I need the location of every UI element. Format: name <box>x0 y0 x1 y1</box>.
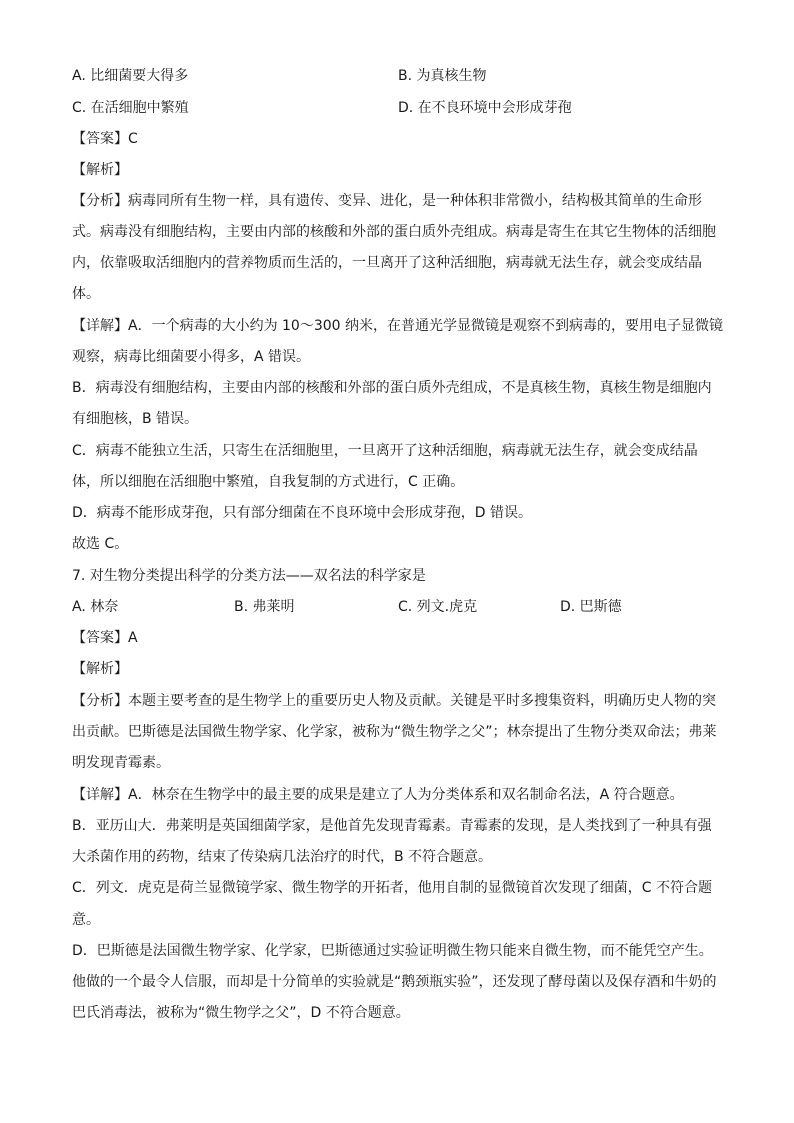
q6-option-b: B. 为真核生物 <box>398 68 487 84</box>
q7-analysis-line: 出贡献。巴斯德是法国微生物学家、化学家，被称为“微生物学之父”；林奈提出了生物分类双命法；弗莱 <box>72 724 717 740</box>
q6-detail-line: 【详解】A．一个病毒的大小约为 10～300 纳米，在普通光学显微镜是观察不到病毒的，要用电子显微镜 <box>72 318 724 334</box>
q6-analysis-line: 式。病毒没有细胞结构，主要由内部的核酸和外部的蛋白质外壳组成。病毒是寄生在其它生物体的活细胞 <box>72 224 716 240</box>
q7-option-c: C. 列文.虎克 <box>398 599 478 615</box>
q7-detail-line: 巴氏消毒法，被称为“微生物学之父”，D 不符合题意。 <box>72 1005 410 1021</box>
q7-option-a: A. 林奈 <box>72 599 119 615</box>
q7-detail-line: 他做的一个最令人信服，而却是十分简单的实验就是“鹅颈瓶实验”，还发现了酵母菌以及保存酒和牛奶的 <box>72 974 717 990</box>
q7-option-b: B. 弗莱明 <box>234 599 295 615</box>
q7-analysis-line: 【分析】本题主要考查的是生物学上的重要历史人物及贡献。关键是平时多搜集资料，明确历史人物的突 <box>72 693 716 709</box>
q6-option-c: C. 在活细胞中繁殖 <box>72 100 189 116</box>
q6-analysis-line: 体。 <box>72 286 100 302</box>
q7-detail-line: 大杀菌作用的药物，结束了传染病几法治疗的时代，B 不符合题意。 <box>72 849 493 865</box>
q6-analysis-label: 【解析】 <box>72 162 128 178</box>
q7-answer: 【答案】A <box>72 630 138 646</box>
q6-detail-line: D．病毒不能形成芽孢，只有部分细菌在不良环境中会形成芽孢，D 错误。 <box>72 505 533 521</box>
q6-detail-line: B．病毒没有细胞结构，主要由内部的核酸和外部的蛋白质外壳组成，不是真核生物，真核生物是细胞内 <box>72 380 712 396</box>
q7-analysis-line: 明发现青霉素。 <box>72 755 170 771</box>
q6-option-a: A. 比细菌要大得多 <box>72 68 189 84</box>
q6-option-d: D. 在不良环境中会形成芽孢 <box>398 100 572 116</box>
q6-conclusion: 故选 C。 <box>72 536 129 552</box>
q7-detail-line: D．巴斯德是法国微生物学家、化学家，巴斯德通过实验证明微生物只能来自微生物，而不能凭空产生。 <box>72 943 713 959</box>
q7-detail-line: C．列文．虎克是荷兰显微镜学家、微生物学的开拓者，他用自制的显微镜首次发现了细菌，C 不符合题 <box>72 880 712 896</box>
q7-detail-line: B．亚历山大．弗莱明是英国细菌学家，是他首先发现青霉素。青霉素的发现，是人类找到了一种具有强 <box>72 818 712 834</box>
q7-stem: 7. 对生物分类提出科学的分类方法——双名法的科学家是 <box>72 568 426 584</box>
q7-detail-line: 意。 <box>72 912 100 928</box>
q6-analysis-line: 内，依靠吸取活细胞内的营养物质而生活的，一旦离开了这种活细胞，病毒就无法生存，就会变成结晶 <box>72 255 702 271</box>
q6-detail-line: 体，所以细胞在活细胞中繁殖，自我复制的方式进行，C 正确。 <box>72 474 465 490</box>
q6-detail-line: C．病毒不能独立生活，只寄生在活细胞里，一旦离开了这种活细胞，病毒就无法生存，就会变成结晶 <box>72 443 698 459</box>
q6-answer: 【答案】C <box>72 131 138 147</box>
q7-detail-line: 【详解】A．林奈在生物学中的最主要的成果是建立了人为分类体系和双名制命名法，A 符合题意。 <box>72 787 684 803</box>
q6-detail-line: 有细胞核，B 错误。 <box>72 411 199 427</box>
q7-analysis-label: 【解析】 <box>72 661 128 677</box>
q7-option-d: D. 巴斯德 <box>560 599 622 615</box>
q6-detail-line: 观察，病毒比细菌要小得多，A 错误。 <box>72 349 311 365</box>
q6-analysis-line: 【分析】病毒同所有生物一样，具有遗传、变异、进化，是一种体积非常微小，结构极其简单的生命形 <box>72 193 702 209</box>
